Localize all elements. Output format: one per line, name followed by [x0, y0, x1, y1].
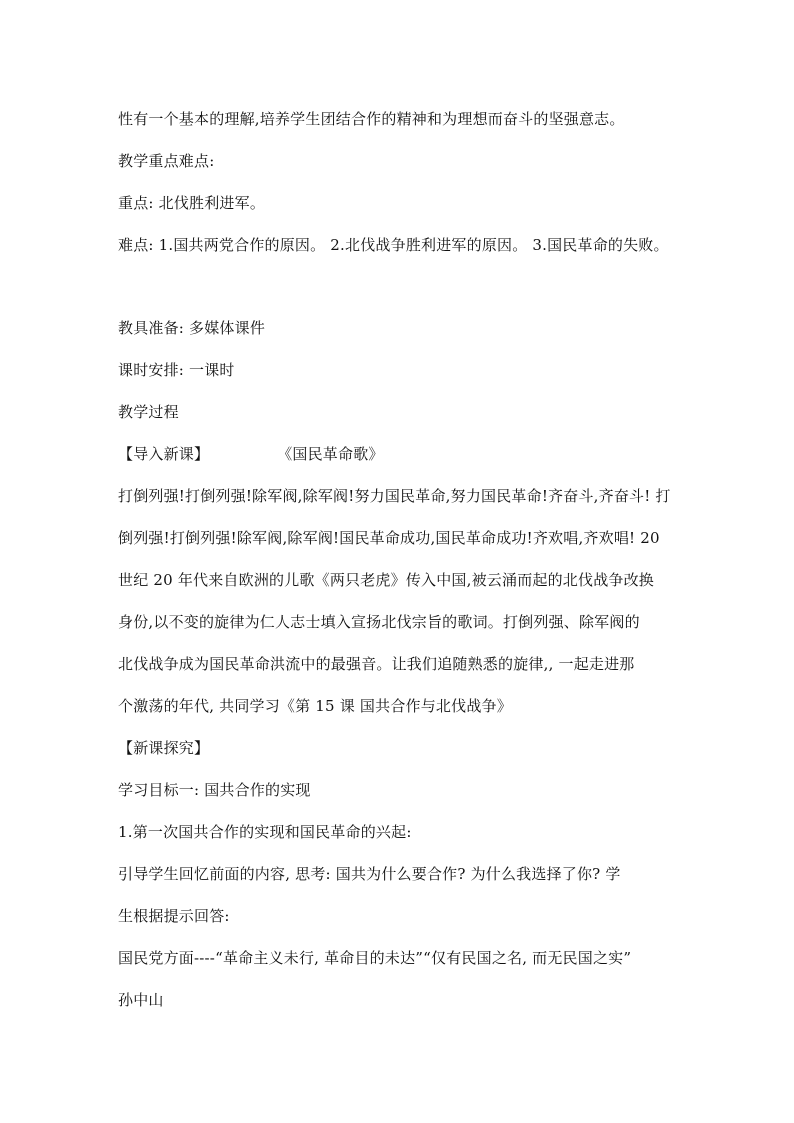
text-line: 世纪 20 年代来自欧洲的儿歌《两只老虎》传入中国,被云涌而起的北伐战争改换 [118, 571, 654, 589]
text-line: 个激荡的年代, 共同学习《第 15 课 国共合作与北伐战争》 [118, 697, 512, 715]
song-title: 《国民革命歌》 [277, 445, 384, 463]
text-line: 倒列强!打倒列强!除军阀,除军阀!国民革命成功,国民革命成功!齐欢唱,齐欢唱! 20 [118, 529, 660, 547]
section-heading: 【导入新课】 [118, 445, 210, 463]
text-line: 打倒列强!打倒列强!除军阀,除军阀!努力国民革命,努力国民革命!齐奋斗,齐奋斗! 打 [118, 487, 671, 505]
text-line: 教学重点难点: [118, 152, 215, 170]
text-line: 难点: 1.国共两党合作的原因。 2.北伐战争胜利进军的原因。 3.国民革命的失败。 [118, 236, 669, 254]
text-line: 性有一个基本的理解,培养学生团结合作的精神和为理想而奋斗的坚强意志。 [118, 110, 625, 128]
section-heading: 教学过程 [118, 403, 179, 421]
text-line: 孙中山 [118, 991, 164, 1009]
text-line: 学习目标一: 国共合作的实现 [118, 781, 311, 799]
section-heading: 【新课探究】 [118, 739, 210, 757]
text-line: 重点: 北伐胜利进军。 [118, 194, 266, 212]
text-line: 1.第一次国共合作的实现和国民革命的兴起: [118, 823, 412, 841]
text-line: 生根据提示回答: [118, 907, 230, 925]
text-line: 北伐战争成为国民革命洪流中的最强音。让我们追随熟悉的旋律,, 一起走进那 [118, 655, 635, 673]
text-line: 身份,以不变的旋律为仁人志士填入宣扬北伐宗旨的歌词。打倒列强、除军阀的 [118, 613, 640, 631]
text-line: 教具准备: 多媒体课件 [118, 319, 266, 337]
text-line: 国民党方面----“革命主义未行, 革命目的未达”“仅有民国之名, 而无民国之实” [118, 949, 632, 967]
text-line: 课时安排: 一课时 [118, 361, 235, 379]
text-line: 引导学生回忆前面的内容, 思考: 国共为什么要合作? 为什么我选择了你? 学 [118, 865, 621, 883]
section-heading-line [118, 444, 384, 464]
